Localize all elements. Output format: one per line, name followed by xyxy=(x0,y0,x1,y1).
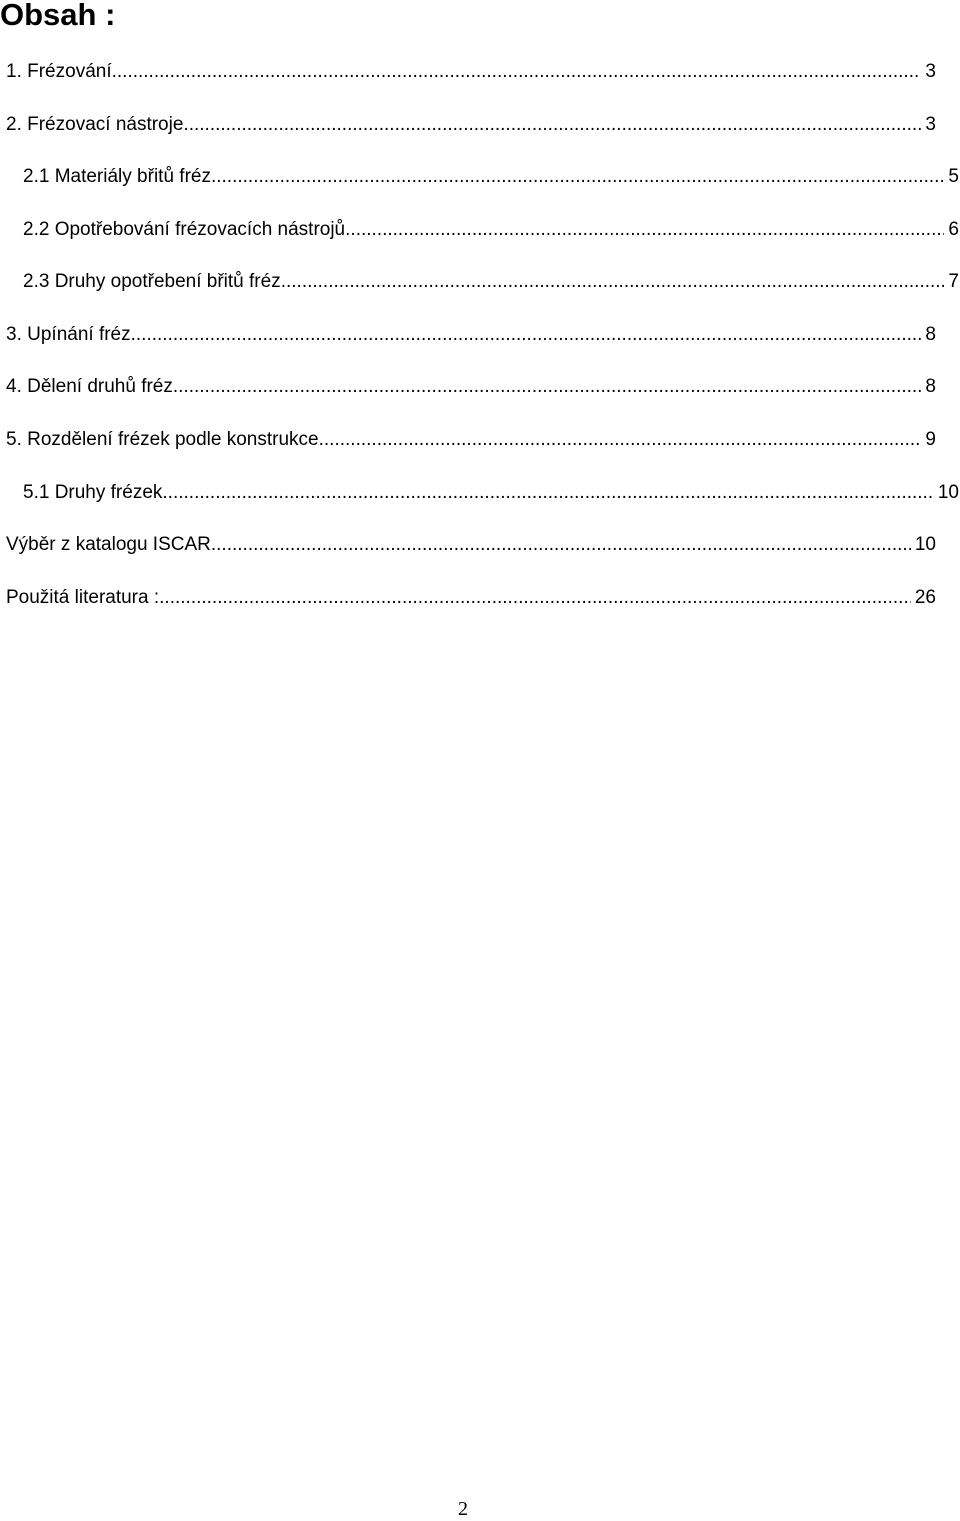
toc-entry-page: 10 xyxy=(937,482,959,503)
toc-entry[interactable] xyxy=(6,110,936,140)
toc-dot-leader xyxy=(211,530,911,560)
toc-dot-leader xyxy=(281,267,945,297)
page-number: 2 xyxy=(458,1498,468,1520)
toc-entry-page: 9 xyxy=(925,429,936,450)
toc-entry[interactable] xyxy=(6,583,936,613)
toc-entry-page: 7 xyxy=(948,271,959,292)
toc-entry-page: 26 xyxy=(914,587,936,608)
page-title: Obsah : xyxy=(0,0,116,32)
toc-entry-text: 4. Dělení druhů fréz xyxy=(6,376,173,397)
toc-entry-text: Výběr z katalogu ISCAR xyxy=(6,534,211,555)
toc-entry[interactable] xyxy=(23,162,959,192)
toc-entry-text: 1. Frézování xyxy=(6,61,112,82)
toc-entry-text: 2.1 Materiály břitů fréz xyxy=(23,166,211,187)
toc-entry-page: 8 xyxy=(925,324,936,345)
toc-dot-leader xyxy=(345,215,944,245)
toc-dot-leader xyxy=(173,372,922,402)
toc-entry-page: 8 xyxy=(925,376,936,397)
toc-dot-leader xyxy=(319,425,922,455)
toc-entry-text: 3. Upínání fréz xyxy=(6,324,131,345)
toc-entry-text: 2.2 Opotřebování frézovacích nástrojů xyxy=(23,219,346,240)
toc-entry-page: 6 xyxy=(948,219,959,240)
toc-entry[interactable] xyxy=(6,57,936,87)
toc-entry[interactable] xyxy=(6,320,936,350)
toc-dot-leader xyxy=(211,162,944,192)
toc-entry[interactable] xyxy=(6,530,936,560)
toc-entry[interactable] xyxy=(23,267,959,297)
toc-entry-page: 3 xyxy=(925,61,936,82)
toc-entry-text: 2. Frézovací nástroje xyxy=(6,114,184,135)
toc-entry-text: 5. Rozdělení frézek podle konstrukce xyxy=(6,429,319,450)
toc-dot-leader xyxy=(159,583,911,613)
toc-entry-page: 5 xyxy=(948,166,959,187)
toc-entry-text: 5.1 Druhy frézek xyxy=(23,482,163,503)
toc-entry[interactable] xyxy=(6,425,936,455)
toc-entry[interactable] xyxy=(6,372,936,402)
toc-entry[interactable] xyxy=(23,478,959,508)
toc-dot-leader xyxy=(162,478,933,508)
toc-dot-leader xyxy=(112,57,922,87)
toc-entry-page: 10 xyxy=(914,534,936,555)
toc-entry-page: 3 xyxy=(925,114,936,135)
toc-entry-text: 2.3 Druhy opotřebení břitů fréz xyxy=(23,271,281,292)
toc-dot-leader xyxy=(183,110,921,140)
toc-entry[interactable] xyxy=(23,215,959,245)
toc-dot-leader xyxy=(131,320,922,350)
toc-entry-text: Použitá literatura : xyxy=(6,587,160,608)
